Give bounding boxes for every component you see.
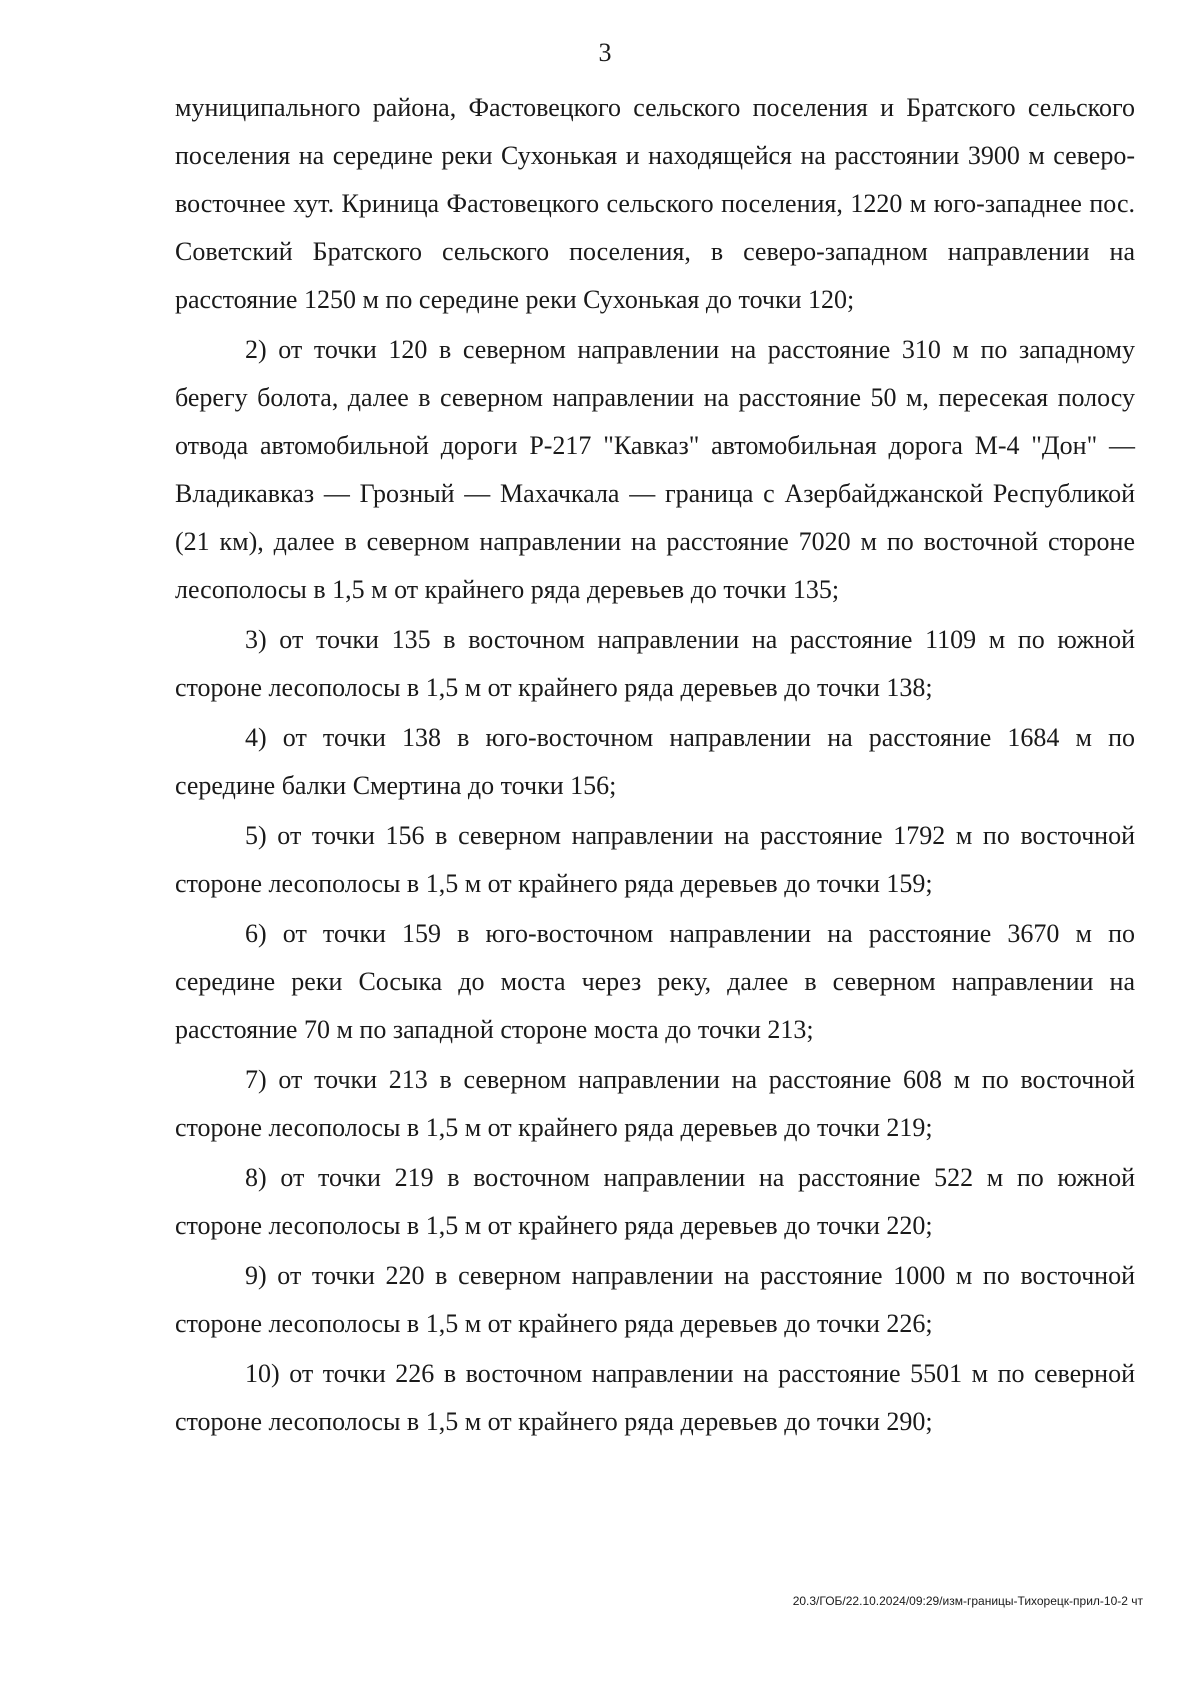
paragraph-item-6: 6) от точки 159 в юго-восточном направлении на расстояние 3670 м по середине реки Сосыка до моста через реку, далее в северном направлении на расстояние 70 м по западной стороне моста до точки 213; (175, 919, 1135, 1044)
paragraph-item-8: 8) от точки 219 в восточном направлении на расстояние 522 м по южной стороне лесополосы в 1,5 м от крайнего ряда деревьев до точки 220; (175, 1163, 1135, 1240)
paragraph-item-4: 4) от точки 138 в юго-восточном направлении на расстояние 1684 м по середине балки Смертина до точки 156; (175, 723, 1135, 800)
document-footer-code: 20.3/ГОБ/22.10.2024/09:29/изм-границы-Тихорецк-прил-10-2 чт (792, 1594, 1143, 1608)
paragraph-continuation: муниципального района, Фастовецкого сельского поселения и Братского сельского поселения на середине реки Сухонькая и находящейся на расстоянии 3900 м северо-восточнее хут. Криница Фастовецкого сельского поселения, 1220 м юго-западнее пос. Советский Братского сельского поселения, в северо-западном направлении на расстояние 1250 м по середине реки Сухонькая до точки 120; (175, 93, 1135, 314)
document-body (175, 84, 1135, 1446)
paragraph-item-7: 7) от точки 213 в северном направлении на расстояние 608 м по восточной стороне лесополосы в 1,5 м от крайнего ряда деревьев до точки 219; (175, 1065, 1135, 1142)
paragraph-item-3: 3) от точки 135 в восточном направлении на расстояние 1109 м по южной стороне лесополосы в 1,5 м от крайнего ряда деревьев до точки 138; (175, 625, 1135, 702)
page-number: 3 (598, 38, 612, 67)
paragraph-item-9: 9) от точки 220 в северном направлении на расстояние 1000 м по восточной стороне лесополосы в 1,5 м от крайнего ряда деревьев до точки 226; (175, 1261, 1135, 1338)
paragraph-item-2: 2) от точки 120 в северном направлении на расстояние 310 м по западному берегу болота, далее в северном направлении на расстояние 50 м, пересекая полосу отвода автомобильной дороги Р-217 "Кавказ" автомобильная дорога М-4 "Дон" — Владикавказ — Грозный — Махачкала — граница с Азербайджанской Республикой (21 км), далее в северном направлении на расстояние 7020 м по восточной стороне лесополосы в 1,5 м от крайнего ряда деревьев до точки 135; (175, 335, 1135, 604)
paragraph-item-5: 5) от точки 156 в северном направлении на расстояние 1792 м по восточной стороне лесополосы в 1,5 м от крайнего ряда деревьев до точки 159; (175, 821, 1135, 898)
paragraph-item-10: 10) от точки 226 в восточном направлении на расстояние 5501 м по северной стороне лесополосы в 1,5 м от крайнего ряда деревьев до точки 290; (175, 1359, 1135, 1436)
